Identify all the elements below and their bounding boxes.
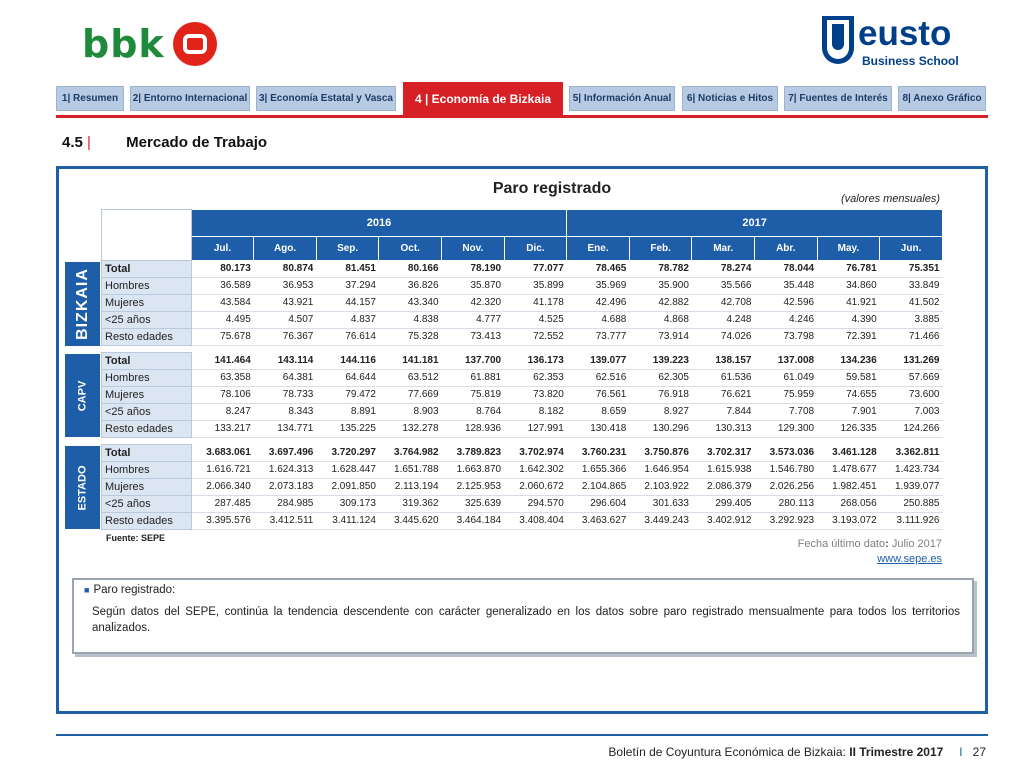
table-cell: 3.573.036 — [755, 445, 818, 462]
table-cell: 77.077 — [504, 261, 567, 278]
table-cell: 76.621 — [692, 387, 755, 404]
tab-informacion-anual[interactable]: 5| Información Anual — [569, 86, 675, 111]
table-cell: 7.003 — [880, 404, 943, 421]
month-header: Abr. — [755, 237, 818, 261]
tab-noticias-hitos[interactable]: 6| Noticias e Hitos — [682, 86, 778, 111]
table-cell: 43.584 — [191, 295, 254, 312]
commentary-heading: ■ Paro registrado: — [84, 584, 176, 596]
table-cell: 141.181 — [379, 353, 442, 370]
table-cell: 78.733 — [254, 387, 317, 404]
table-cell: 3.750.876 — [629, 445, 692, 462]
table-cell: 78.190 — [442, 261, 505, 278]
table-cell: 78.106 — [191, 387, 254, 404]
table-cell: 3.292.923 — [755, 513, 818, 530]
table-cell: 3.395.576 — [191, 513, 254, 530]
table-cell: 325.639 — [442, 496, 505, 513]
table-cell: 3.362.811 — [880, 445, 943, 462]
table-cell: 8.247 — [191, 404, 254, 421]
table-cell: 43.921 — [254, 295, 317, 312]
row-label: Mujeres — [102, 295, 192, 312]
table-cell: 1.628.447 — [316, 462, 379, 479]
table-cell: 3.402.912 — [692, 513, 755, 530]
month-header: Oct. — [379, 237, 442, 261]
footer-separator: I — [959, 745, 963, 759]
table-cell: 78.465 — [567, 261, 630, 278]
table-cell: 8.659 — [567, 404, 630, 421]
table-cell: 36.826 — [379, 278, 442, 295]
month-header: May. — [817, 237, 880, 261]
deusto-logo-subtitle: Business School — [862, 54, 959, 68]
table-cell: 2.113.194 — [379, 479, 442, 496]
table-cell: 73.820 — [504, 387, 567, 404]
tab-resumen[interactable]: 1| Resumen — [56, 86, 124, 111]
table-cell: 3.461.128 — [817, 445, 880, 462]
footer-divider — [56, 734, 988, 736]
bbk-logo-text: bbk — [82, 22, 165, 66]
row-label: Hombres — [102, 278, 192, 295]
table-cell: 74.655 — [817, 387, 880, 404]
table-cell: 7.844 — [692, 404, 755, 421]
table-cell: 2.104.865 — [567, 479, 630, 496]
table-cell: 137.008 — [755, 353, 818, 370]
table-row — [102, 404, 943, 421]
table-row — [102, 370, 943, 387]
table-row — [102, 295, 943, 312]
table-cell: 280.113 — [755, 496, 818, 513]
table-cell: 72.552 — [504, 329, 567, 346]
table-cell: 36.953 — [254, 278, 317, 295]
year-header-2016: 2016 — [191, 210, 567, 237]
table-cell: 75.351 — [880, 261, 943, 278]
tab-economia-bizkaia[interactable]: 4 | Economía de Bizkaia — [403, 82, 563, 115]
table-cell: 4.507 — [254, 312, 317, 329]
month-header: Feb. — [629, 237, 692, 261]
table-cell: 77.669 — [379, 387, 442, 404]
table-cell: 3.445.620 — [379, 513, 442, 530]
table-cell: 35.899 — [504, 278, 567, 295]
table-cell: 64.381 — [254, 370, 317, 387]
table-cell: 137.700 — [442, 353, 505, 370]
table-cell: 76.367 — [254, 329, 317, 346]
table-cell: 3.463.627 — [567, 513, 630, 530]
table-cell: 1.546.780 — [755, 462, 818, 479]
table-cell: 4.838 — [379, 312, 442, 329]
section-title: Mercado de Trabajo — [126, 134, 268, 151]
table-row — [102, 329, 943, 346]
footer-publication: Boletín de Coyuntura Económica de Bizkaia: — [608, 745, 850, 759]
table-cell: 71.466 — [880, 329, 943, 346]
table-cell: 42.708 — [692, 295, 755, 312]
table-cell: 299.405 — [692, 496, 755, 513]
table-cell: 42.320 — [442, 295, 505, 312]
table-cell: 62.516 — [567, 370, 630, 387]
table-cell: 62.305 — [629, 370, 692, 387]
month-header: Jul. — [191, 237, 254, 261]
table-cell: 7.901 — [817, 404, 880, 421]
table-cell: 2.091.850 — [316, 479, 379, 496]
table-cell: 42.596 — [755, 295, 818, 312]
group-label-capv: CAPV — [65, 354, 100, 437]
table-cell: 61.536 — [692, 370, 755, 387]
table-cell: 64.644 — [316, 370, 379, 387]
table-cell: 2.026.256 — [755, 479, 818, 496]
tab-economia-estatal-vasca[interactable]: 3| Economía Estatal y Vasca — [256, 86, 396, 111]
table-cell: 78.274 — [692, 261, 755, 278]
table-cell: 132.278 — [379, 421, 442, 438]
table-cell: 3.412.511 — [254, 513, 317, 530]
table-cell: 287.485 — [191, 496, 254, 513]
table-cell: 3.411.124 — [316, 513, 379, 530]
table-cell: 73.413 — [442, 329, 505, 346]
table-cell: 268.056 — [817, 496, 880, 513]
table-cell: 130.418 — [567, 421, 630, 438]
table-cell: 78.044 — [755, 261, 818, 278]
table-cell: 80.173 — [191, 261, 254, 278]
table-cell: 138.157 — [692, 353, 755, 370]
source-note: Fuente: SEPE — [106, 533, 166, 543]
table-cell: 127.991 — [504, 421, 567, 438]
table-cell: 3.449.243 — [629, 513, 692, 530]
table-cell: 2.073.183 — [254, 479, 317, 496]
month-header-row — [102, 237, 943, 261]
table-cell: 1.624.313 — [254, 462, 317, 479]
table-cell: 78.782 — [629, 261, 692, 278]
table-cell: 75.328 — [379, 329, 442, 346]
table-cell: 7.708 — [755, 404, 818, 421]
table-cell: 73.914 — [629, 329, 692, 346]
table-cell: 139.077 — [567, 353, 630, 370]
table-cell: 124.266 — [880, 421, 943, 438]
table-cell: 1.939.077 — [880, 479, 943, 496]
section-heading — [62, 134, 267, 151]
row-label: Resto edades — [102, 513, 192, 530]
table-cell: 4.777 — [442, 312, 505, 329]
table-cell: 42.496 — [567, 295, 630, 312]
last-data-date: Fecha último dato: Julio 2017 — [797, 538, 942, 550]
table-cell: 129.300 — [755, 421, 818, 438]
row-label: Mujeres — [102, 479, 192, 496]
table-cell: 59.581 — [817, 370, 880, 387]
table-cell: 4.248 — [692, 312, 755, 329]
table-cell: 296.604 — [567, 496, 630, 513]
table-cell: 139.223 — [629, 353, 692, 370]
table-cell: 73.600 — [880, 387, 943, 404]
bbk-badge-icon — [173, 22, 217, 66]
tab-entorno-internacional[interactable]: 2| Entorno Internacional — [130, 86, 250, 111]
month-header: Sep. — [316, 237, 379, 261]
group-spacer — [102, 438, 943, 445]
table-row — [102, 312, 943, 329]
table-cell: 34.860 — [817, 278, 880, 295]
table-row — [102, 421, 943, 438]
table-cell: 61.049 — [755, 370, 818, 387]
table-title: Paro registrado — [492, 180, 612, 197]
table-cell: 319.362 — [379, 496, 442, 513]
deusto-shield-icon — [822, 16, 854, 64]
month-header: Mar. — [692, 237, 755, 261]
table-cell: 8.764 — [442, 404, 505, 421]
row-label: Total — [102, 445, 192, 462]
table-cell: 35.900 — [629, 278, 692, 295]
table-cell: 37.294 — [316, 278, 379, 295]
row-label: Hombres — [102, 462, 192, 479]
table-cell: 75.819 — [442, 387, 505, 404]
section-nav — [56, 84, 988, 116]
year-header-2017: 2017 — [567, 210, 943, 237]
paro-table — [101, 209, 943, 530]
table-cell: 75.959 — [755, 387, 818, 404]
page-number: 27 — [972, 745, 986, 759]
table-cell: 4.525 — [504, 312, 567, 329]
table-cell: 81.451 — [316, 261, 379, 278]
month-header: Ago. — [254, 237, 317, 261]
table-cell: 76.614 — [316, 329, 379, 346]
table-cell: 134.236 — [817, 353, 880, 370]
table-row — [102, 353, 943, 370]
table-cell: 4.390 — [817, 312, 880, 329]
month-header: Jun. — [880, 237, 943, 261]
table-cell: 41.178 — [504, 295, 567, 312]
table-cell: 76.561 — [567, 387, 630, 404]
row-label: Mujeres — [102, 387, 192, 404]
table-cell: 250.885 — [880, 496, 943, 513]
table-cell: 73.777 — [567, 329, 630, 346]
month-header: Nov. — [442, 237, 505, 261]
table-cell: 3.111.926 — [880, 513, 943, 530]
table-cell: 35.448 — [755, 278, 818, 295]
table-cell: 75.678 — [191, 329, 254, 346]
tab-anexo-grafico[interactable]: 8| Anexo Gráfico — [898, 86, 986, 111]
group-label-estado: ESTADO — [65, 446, 100, 529]
table-row — [102, 462, 943, 479]
table-cell: 41.921 — [817, 295, 880, 312]
table-cell: 294.570 — [504, 496, 567, 513]
table-cell: 61.881 — [442, 370, 505, 387]
table-cell: 3.764.982 — [379, 445, 442, 462]
table-cell: 128.936 — [442, 421, 505, 438]
table-cell: 136.173 — [504, 353, 567, 370]
table-cell: 2.125.953 — [442, 479, 505, 496]
table-unit-note: (valores mensuales) — [840, 193, 940, 205]
table-cell: 1.651.788 — [379, 462, 442, 479]
table-cell: 1.616.721 — [191, 462, 254, 479]
table-row — [102, 496, 943, 513]
page-footer — [608, 745, 986, 759]
row-label: Hombres — [102, 370, 192, 387]
table-cell: 2.103.922 — [629, 479, 692, 496]
table-cell: 3.697.496 — [254, 445, 317, 462]
deusto-logo — [822, 14, 962, 72]
table-cell: 8.891 — [316, 404, 379, 421]
table-cell: 36.589 — [191, 278, 254, 295]
table-row — [102, 387, 943, 404]
table-cell: 3.720.297 — [316, 445, 379, 462]
table-cell: 41.502 — [880, 295, 943, 312]
table-row — [102, 261, 943, 278]
table-cell: 35.870 — [442, 278, 505, 295]
table-cell: 309.173 — [316, 496, 379, 513]
row-label: Total — [102, 261, 192, 278]
table-cell: 141.464 — [191, 353, 254, 370]
table-cell: 144.116 — [316, 353, 379, 370]
section-number: 4.5 | — [62, 134, 91, 151]
table-cell: 1.655.366 — [567, 462, 630, 479]
table-cell: 1.982.451 — [817, 479, 880, 496]
table-cell: 1.478.677 — [817, 462, 880, 479]
table-cell: 1.423.734 — [880, 462, 943, 479]
table-cell: 126.335 — [817, 421, 880, 438]
table-cell: 74.026 — [692, 329, 755, 346]
table-cell: 63.512 — [379, 370, 442, 387]
table-cell: 134.771 — [254, 421, 317, 438]
table-row — [102, 278, 943, 295]
table-cell: 4.688 — [567, 312, 630, 329]
table-cell: 72.391 — [817, 329, 880, 346]
table-cell: 73.798 — [755, 329, 818, 346]
table-cell: 33.849 — [880, 278, 943, 295]
row-label: <25 años — [102, 496, 192, 513]
table-cell: 35.566 — [692, 278, 755, 295]
sepe-link[interactable]: www.sepe.es — [877, 553, 942, 565]
row-label: Resto edades — [102, 329, 192, 346]
table-cell: 79.472 — [316, 387, 379, 404]
table-cell: 301.633 — [629, 496, 692, 513]
commentary-text: Según datos del SEPE, continúa la tendencia descendente con carácter generalizado en los datos sobre paro registrado mensualmente para todos los territorios analizados. — [92, 606, 960, 634]
table-cell: 63.358 — [191, 370, 254, 387]
table-cell: 3.760.231 — [567, 445, 630, 462]
table-cell: 8.927 — [629, 404, 692, 421]
table-cell: 3.193.072 — [817, 513, 880, 530]
row-label: Total — [102, 353, 192, 370]
table-cell: 1.663.870 — [442, 462, 505, 479]
table-cell: 4.246 — [755, 312, 818, 329]
table-cell: 44.157 — [316, 295, 379, 312]
table-cell: 2.086.379 — [692, 479, 755, 496]
table-row — [102, 445, 943, 462]
table-cell: 3.702.974 — [504, 445, 567, 462]
row-label: Resto edades — [102, 421, 192, 438]
table-corner — [102, 210, 192, 261]
table-cell: 3.885 — [880, 312, 943, 329]
table-cell: 1.615.938 — [692, 462, 755, 479]
table-cell: 1.646.954 — [629, 462, 692, 479]
month-header: Ene. — [567, 237, 630, 261]
table-cell: 57.669 — [880, 370, 943, 387]
bullet-icon: ■ — [84, 585, 90, 595]
table-cell: 2.066.340 — [191, 479, 254, 496]
table-cell: 76.918 — [629, 387, 692, 404]
table-cell: 35.969 — [567, 278, 630, 295]
table-cell: 135.225 — [316, 421, 379, 438]
table-cell: 4.495 — [191, 312, 254, 329]
table-row — [102, 513, 943, 530]
table-cell: 130.313 — [692, 421, 755, 438]
table-cell: 80.874 — [254, 261, 317, 278]
table-cell: 4.868 — [629, 312, 692, 329]
group-label-bizkaia: BIZKAIA — [65, 262, 100, 346]
group-spacer — [102, 346, 943, 353]
table-cell: 3.789.823 — [442, 445, 505, 462]
table-cell: 131.269 — [880, 353, 943, 370]
month-header: Dic. — [504, 237, 567, 261]
bbk-logo — [82, 22, 217, 66]
table-cell: 42.882 — [629, 295, 692, 312]
table-cell: 62.353 — [504, 370, 567, 387]
row-label: <25 años — [102, 404, 192, 421]
table-cell: 8.182 — [504, 404, 567, 421]
commentary-box — [72, 578, 974, 654]
table-cell: 43.340 — [379, 295, 442, 312]
table-cell: 8.903 — [379, 404, 442, 421]
deusto-logo-word: eusto — [858, 14, 952, 53]
table-cell: 133.217 — [191, 421, 254, 438]
table-cell: 284.985 — [254, 496, 317, 513]
row-label: <25 años — [102, 312, 192, 329]
table-cell: 3.408.404 — [504, 513, 567, 530]
table-cell: 1.642.302 — [504, 462, 567, 479]
tab-fuentes-interes[interactable]: 7| Fuentes de Interés — [784, 86, 892, 111]
table-cell: 143.114 — [254, 353, 317, 370]
table-cell: 3.464.184 — [442, 513, 505, 530]
table-cell: 80.166 — [379, 261, 442, 278]
table-row — [102, 479, 943, 496]
table-cell: 3.683.061 — [191, 445, 254, 462]
nav-divider — [56, 115, 988, 118]
table-cell: 130.296 — [629, 421, 692, 438]
table-cell: 4.837 — [316, 312, 379, 329]
footer-quarter: II Trimestre 2017 — [849, 745, 944, 759]
table-cell: 2.060.672 — [504, 479, 567, 496]
table-cell: 3.702.317 — [692, 445, 755, 462]
table-cell: 76.781 — [817, 261, 880, 278]
table-cell: 8.343 — [254, 404, 317, 421]
